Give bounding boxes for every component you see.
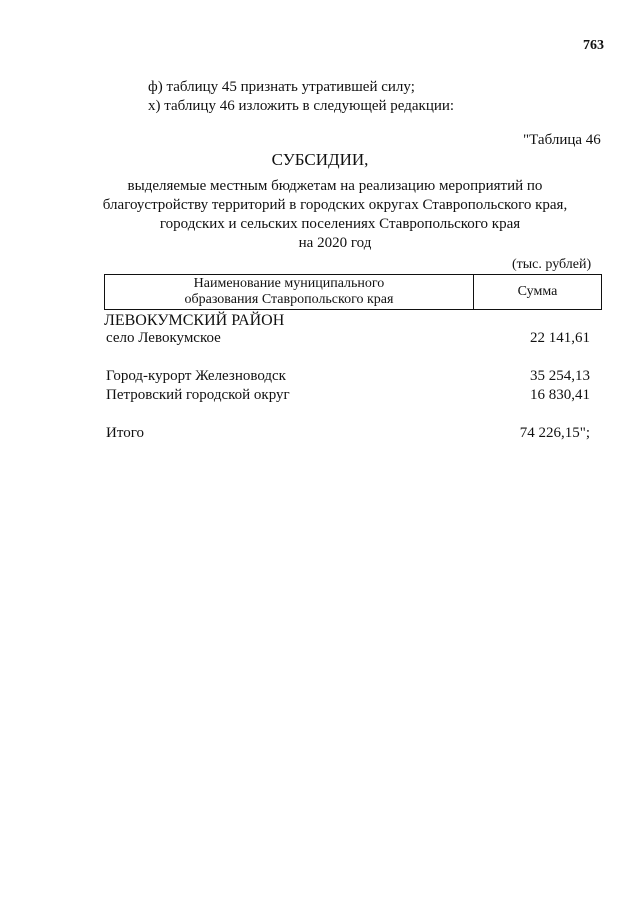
paragraph-item-h: х) таблицу 46 изложить в следующей редакции: — [148, 98, 455, 114]
page-number: 763 — [583, 38, 604, 53]
row-name: Город-курорт Железноводск — [106, 368, 286, 384]
row-name: Петровский городской округ — [106, 387, 290, 403]
column-header-name — [105, 276, 473, 308]
table-row — [0, 368, 640, 388]
total-row — [0, 425, 640, 445]
subtitle-line-1: выделяемые местным бюджетам на реализацию мероприятий по — [127, 178, 543, 194]
total-amount: 74 226,15"; — [519, 425, 590, 441]
paragraph-item-f: ф) таблицу 45 признать утратившей силу; — [148, 79, 415, 95]
subtitle-line-4: на 2020 год — [298, 235, 372, 251]
row-name: село Левокумское — [106, 330, 221, 346]
table-label: "Таблица 46 — [523, 132, 601, 148]
district-heading: ЛЕВОКУМСКИЙ РАЙОН — [104, 312, 285, 329]
total-label: Итого — [106, 425, 144, 441]
row-amount: 16 830,41 — [530, 387, 590, 403]
table-header — [104, 274, 602, 310]
subtitle-line-3: городских и сельских поселениях Ставропольского края — [159, 216, 521, 232]
row-amount: 35 254,13 — [530, 368, 590, 384]
column-header-name-line-1: Наименование муниципального — [193, 276, 385, 291]
row-amount: 22 141,61 — [530, 330, 590, 346]
document-title: СУБСИДИИ, — [271, 150, 369, 169]
column-header-name-line-2: образования Ставропольского края — [184, 292, 394, 307]
subtitle-line-2: благоустройству территорий в городских округах Ставропольского края, — [102, 197, 568, 213]
table-row — [0, 387, 640, 407]
table-row — [0, 330, 640, 350]
units-label: (тыс. рублей) — [512, 257, 592, 272]
column-header-sum: Сумма — [517, 284, 558, 299]
